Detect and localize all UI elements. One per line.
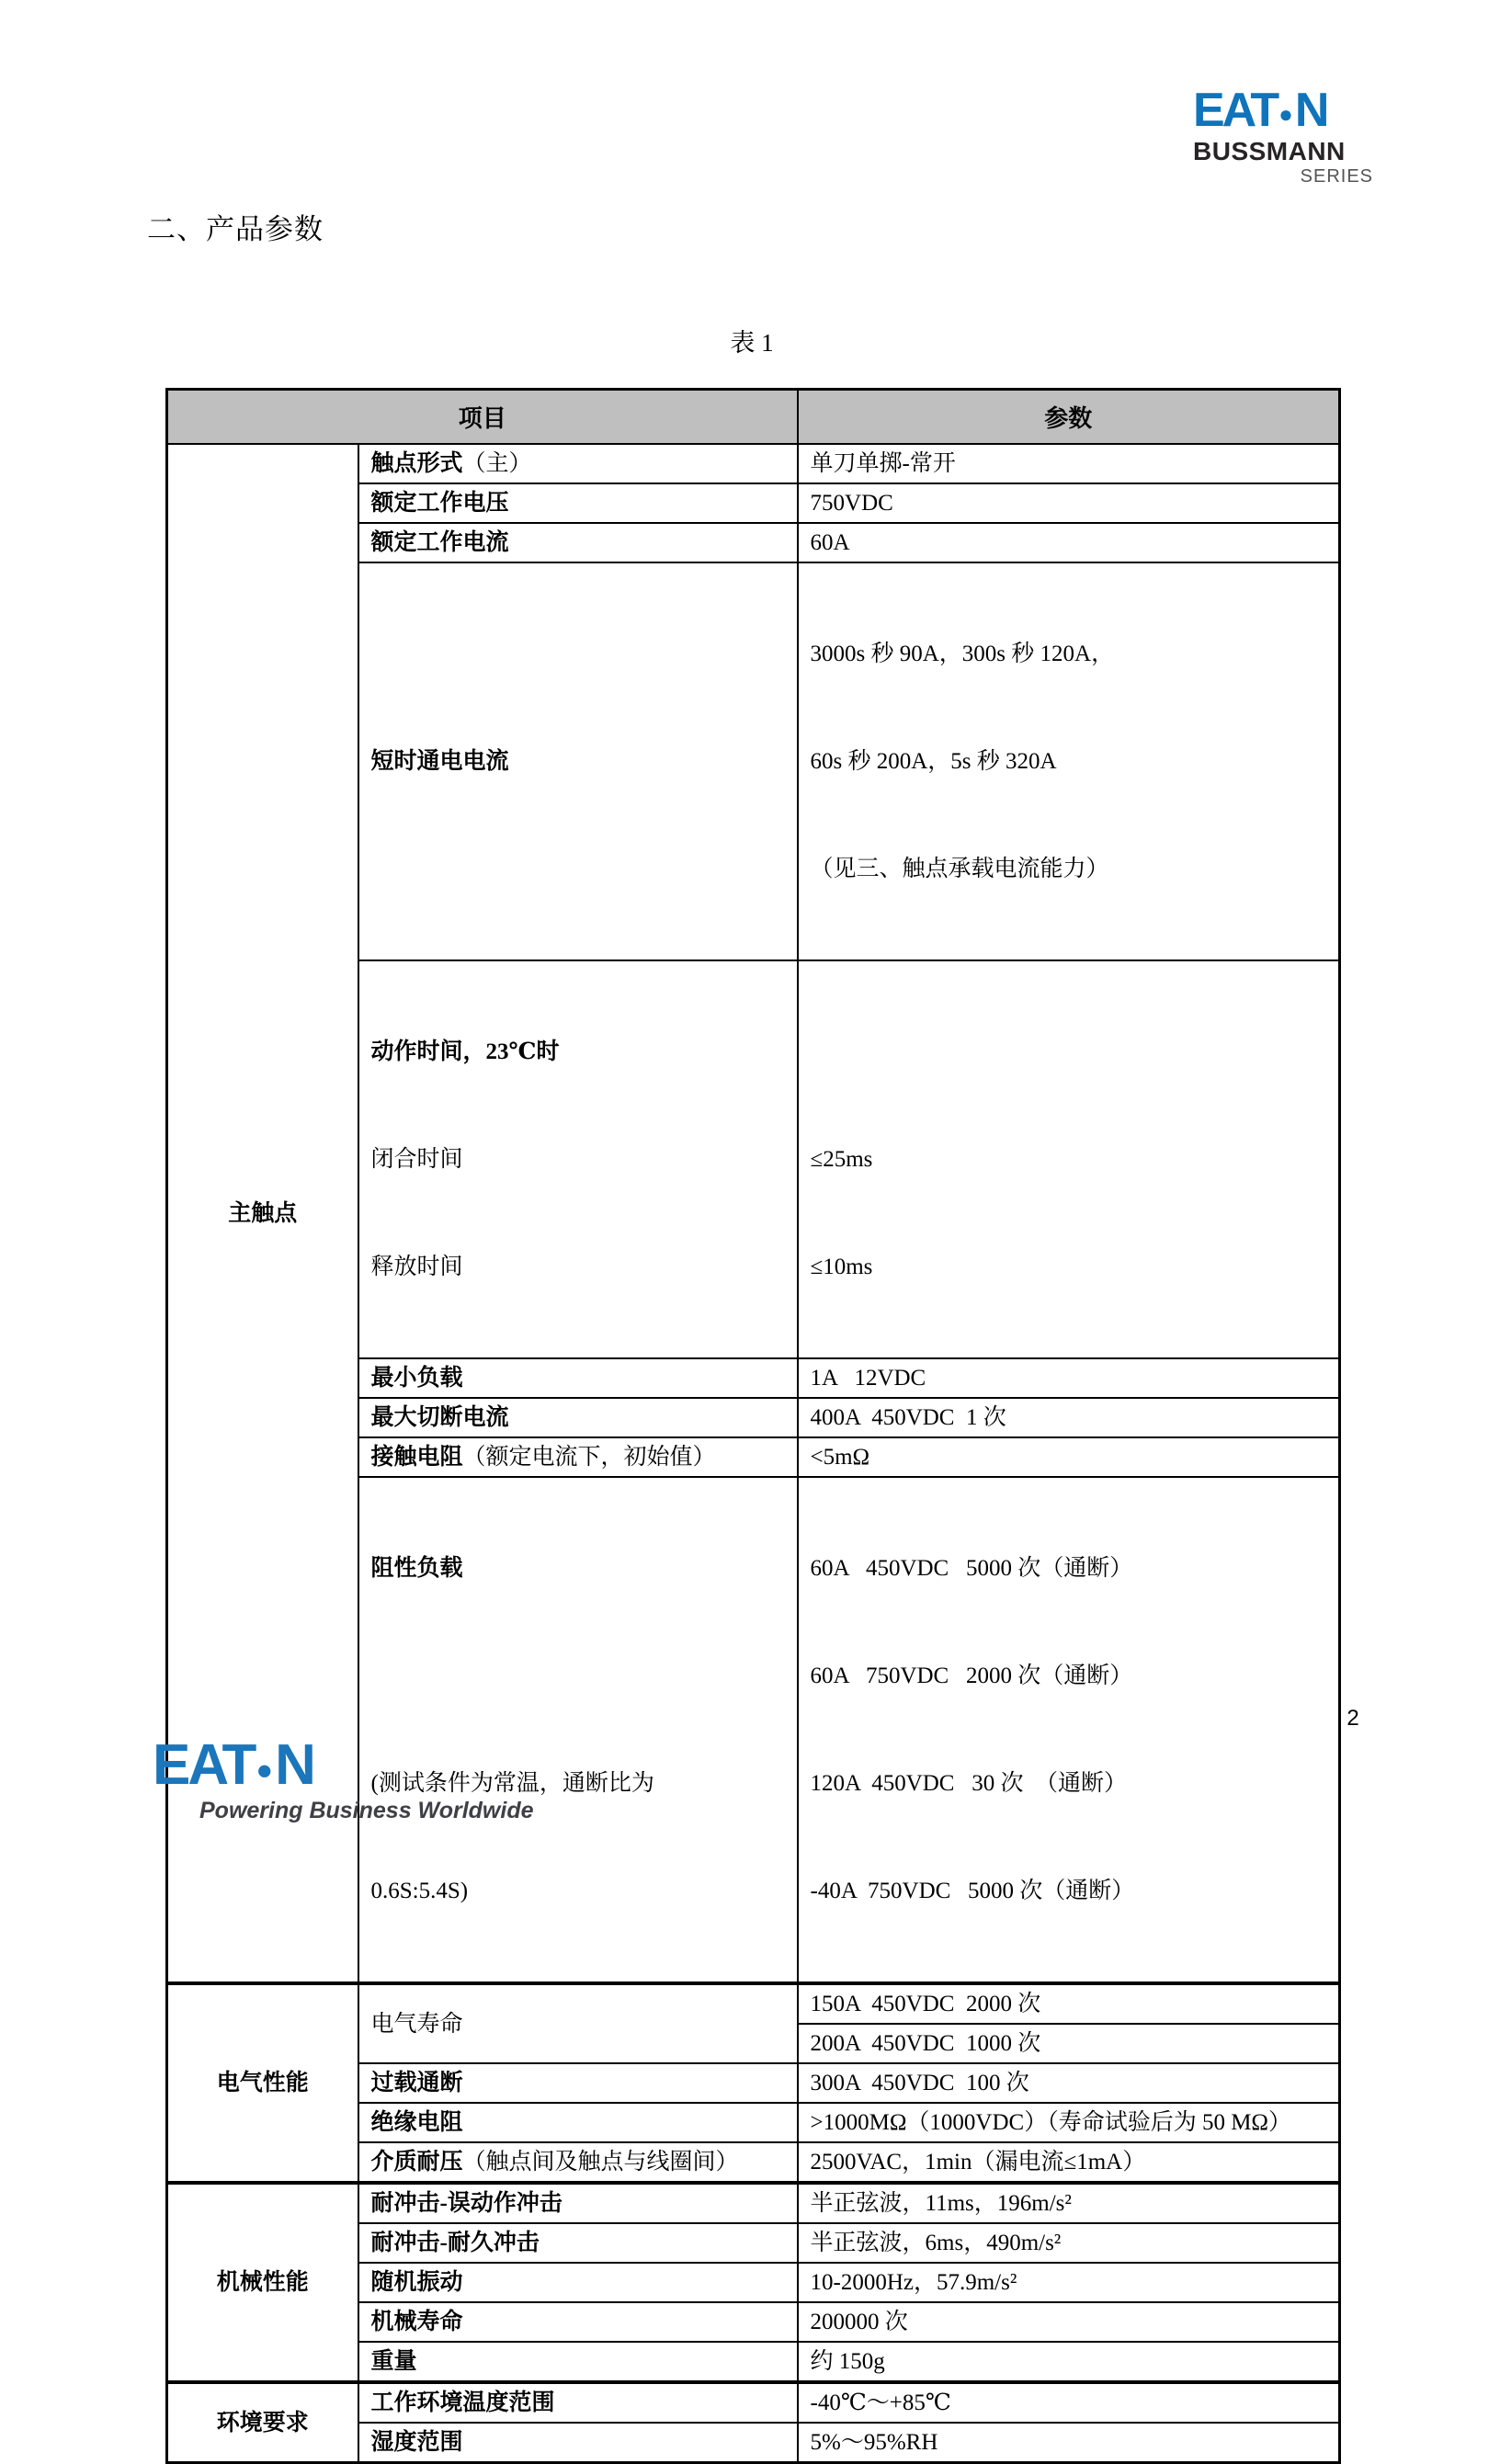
column-header-item: 项目: [167, 390, 798, 445]
eaton-tagline: Powering Business Worldwide: [199, 1798, 534, 1823]
item-cell: [358, 523, 798, 562]
eaton-bussmann-logo: [1193, 86, 1373, 187]
category-environment: 环境要求: [167, 2382, 358, 2463]
item-label: 绝缘电阻: [370, 2110, 463, 2135]
item-cell: [358, 2223, 798, 2263]
eaton-logo-text: EAT: [153, 1733, 255, 1797]
item-label: 最小负载: [370, 1366, 463, 1391]
category-electrical: 电气性能: [167, 1983, 358, 2183]
item-label: 短时通电电流: [370, 749, 509, 774]
section-heading: 二、产品参数: [147, 213, 324, 245]
item-label: 额定工作电流: [370, 530, 509, 555]
parameters-table: [165, 388, 1341, 2464]
item-cell: [358, 2142, 798, 2183]
item-cell: [358, 2183, 798, 2223]
value-cell: 200000 次: [798, 2302, 1340, 2342]
item-label: 耐冲击-耐久冲击: [370, 2231, 540, 2255]
value-cell: -40℃～+85℃: [798, 2382, 1340, 2423]
value-cell: 1A 12VDC: [798, 1358, 1340, 1398]
cell-line: 闭合时间: [370, 1147, 463, 1172]
page-number: 2: [1347, 1706, 1359, 1731]
eaton-logo-text: EAT: [1193, 84, 1278, 137]
item-cell: [358, 1398, 798, 1437]
value-cell: 750VDC: [798, 483, 1340, 523]
value-cell: 半正弦波，11ms，196m/s²: [798, 2183, 1340, 2223]
eaton-logo: [1193, 84, 1373, 137]
item-cell: [358, 1437, 798, 1477]
cell-line: 60A 750VDC 2000 次（通断）: [810, 1663, 1133, 1688]
item-cell: [358, 2103, 798, 2142]
table-header-row: [167, 390, 1340, 445]
item-label: 触点形式: [370, 451, 463, 476]
eaton-logo-text: N: [1294, 84, 1327, 137]
eaton-footer-logo: [153, 1733, 534, 1824]
item-label: 接触电阻: [370, 1445, 463, 1470]
value-cell: 单刀单掷-常开: [798, 444, 1340, 483]
value-cell: 300A 450VDC 100 次: [798, 2063, 1340, 2103]
cell-line: ≤10ms: [810, 1255, 873, 1279]
item-note: （触点间及触点与线圈间）: [462, 2150, 739, 2174]
value-cell: [798, 1477, 1340, 1983]
item-cell: [358, 1358, 798, 1398]
item-cell: [358, 2342, 798, 2382]
table-title: 表 1: [730, 329, 774, 357]
cell-line: ≤25ms: [810, 1147, 873, 1172]
item-note: （主）: [462, 451, 532, 476]
item-label: 湿度范围: [370, 2430, 463, 2455]
cell-line: -40A 750VDC 5000 次（通断）: [810, 1879, 1135, 1903]
cell-line: 120A 450VDC 30 次 （通断）: [810, 1771, 1127, 1796]
item-label: 动作时间，23℃时: [370, 1039, 560, 1064]
item-cell: [358, 2302, 798, 2342]
category-main-contact: 主触点: [167, 444, 358, 1983]
column-header-param: 参数: [798, 390, 1340, 445]
eaton-dot-icon: ●: [1278, 99, 1293, 128]
cell-line: 3000s 秒 90A，300s 秒 120A，: [810, 642, 1115, 666]
item-note: 0.6S:5.4S): [370, 1879, 469, 1903]
item-label: 阻性负载: [370, 1556, 463, 1581]
item-label: 机械寿命: [370, 2310, 463, 2334]
item-label: 随机振动: [370, 2270, 463, 2295]
eaton-logo-text: N: [275, 1733, 313, 1797]
item-note: (测试条件为常温，通断比为: [370, 1771, 654, 1796]
table-row: [167, 2382, 1340, 2423]
item-cell: [358, 2382, 798, 2423]
value-cell: [798, 960, 1340, 1358]
bussmann-wordmark: BUSSMANN: [1193, 137, 1346, 165]
item-cell: [358, 2423, 798, 2463]
item-cell: [358, 562, 798, 960]
value-cell: 10-2000Hz，57.9m/s²: [798, 2263, 1340, 2302]
value-cell: >1000MΩ（1000VDC）（寿命试验后为 50 MΩ）: [798, 2103, 1340, 2142]
value-cell: 2500VAC，1min（漏电流≤1mA）: [798, 2142, 1340, 2183]
item-label: 工作环境温度范围: [370, 2390, 555, 2415]
item-label: 过载通断: [370, 2071, 463, 2095]
cell-line: 60s 秒 200A，5s 秒 320A: [810, 749, 1057, 774]
value-cell: 约 150g: [798, 2342, 1340, 2382]
spacer-line: [811, 1034, 1327, 1070]
item-label: 最大切断电流: [370, 1405, 509, 1430]
item-label: 介质耐压: [370, 2150, 463, 2174]
value-cell: 5%～95%RH: [798, 2423, 1340, 2463]
item-cell: [358, 444, 798, 483]
item-label: 耐冲击-误动作冲击: [370, 2191, 562, 2216]
table-row: [167, 444, 1340, 483]
item-cell: [358, 2263, 798, 2302]
series-wordmark: SERIES: [1300, 165, 1373, 187]
item-label: 额定工作电压: [370, 491, 509, 516]
item-cell: [358, 2063, 798, 2103]
value-cell: 200A 450VDC 1000 次: [798, 2024, 1340, 2063]
eaton-dot-icon: ●: [256, 1754, 274, 1787]
cell-line: （见三、触点承载电流能力）: [810, 857, 1109, 881]
item-cell: 电气寿命: [358, 1983, 798, 2063]
value-cell: 150A 450VDC 2000 次: [798, 1983, 1340, 2024]
spacer-line: [371, 1658, 785, 1694]
value-cell: 半正弦波，6ms，490m/s²: [798, 2223, 1340, 2263]
cell-line: 释放时间: [370, 1255, 463, 1279]
value-cell: 400A 450VDC 1 次: [798, 1398, 1340, 1437]
table-row: [167, 2183, 1340, 2223]
value-cell: <5mΩ: [798, 1437, 1340, 1477]
value-cell: [798, 562, 1340, 960]
category-mechanical: 机械性能: [167, 2183, 358, 2382]
cell-line: 60A 450VDC 5000 次（通断）: [810, 1556, 1133, 1581]
item-label: 重量: [370, 2349, 417, 2374]
item-cell: [358, 1477, 798, 1983]
item-cell: [358, 483, 798, 523]
table-row: [167, 1983, 1340, 2024]
value-cell: 60A: [798, 523, 1340, 562]
item-cell: [358, 960, 798, 1358]
item-note: （额定电流下，初始值）: [462, 1445, 716, 1470]
eaton-logo: [153, 1733, 534, 1797]
